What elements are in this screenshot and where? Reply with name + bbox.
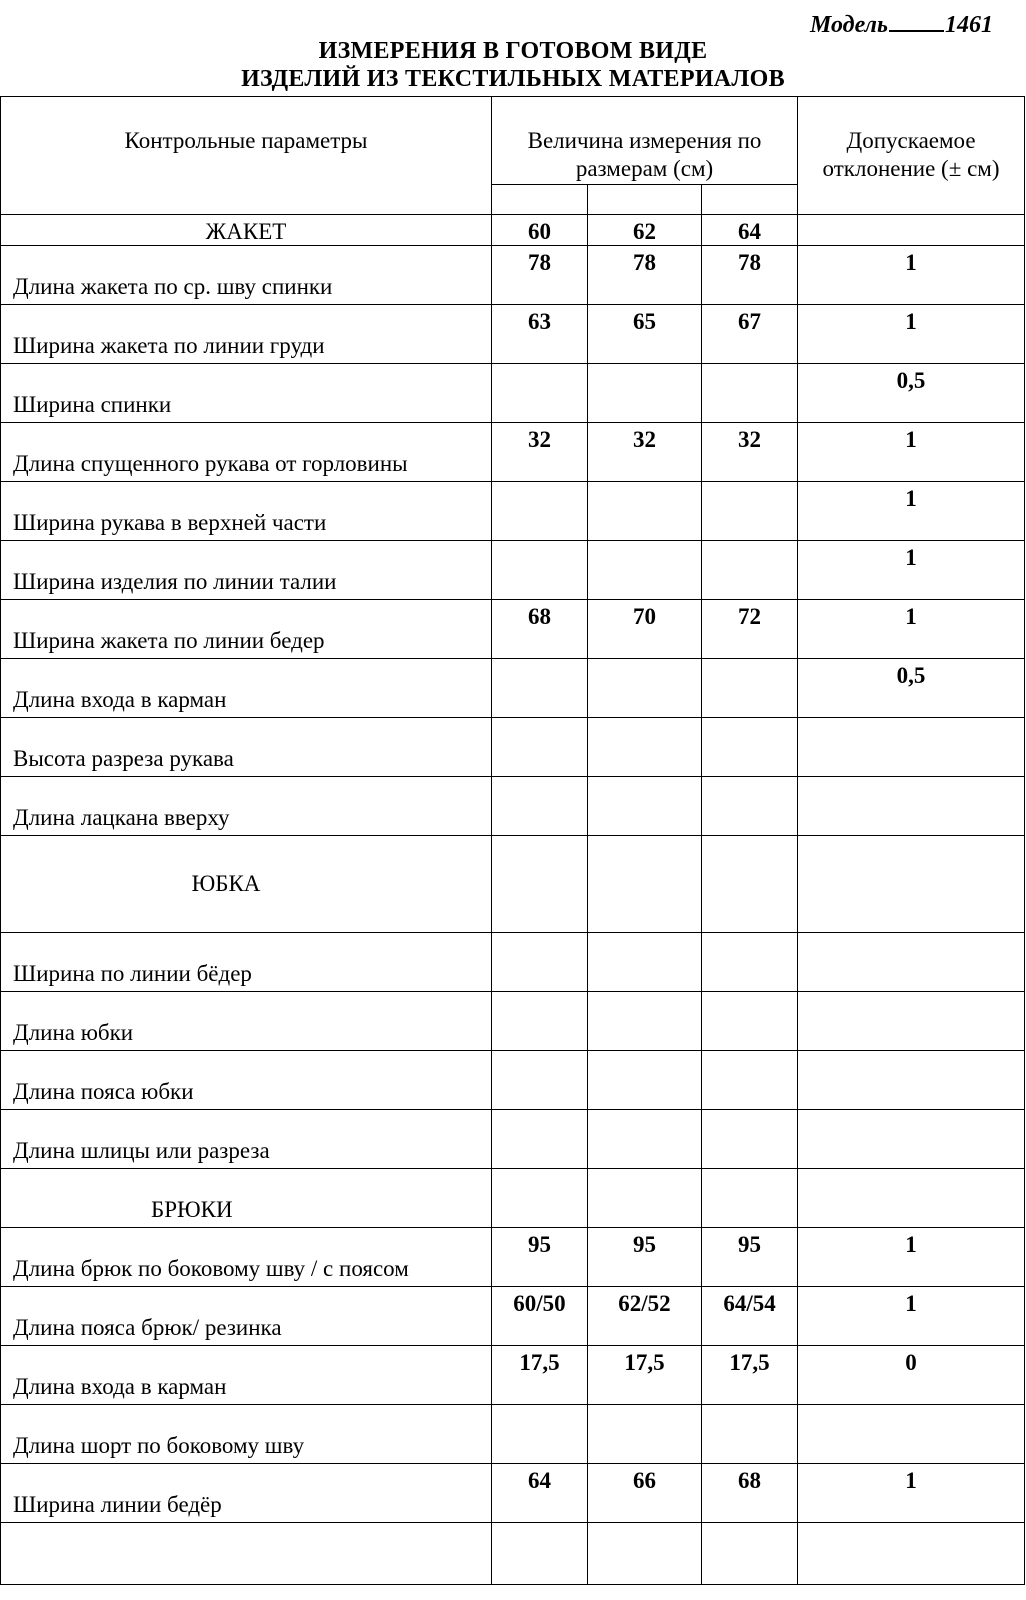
size-value <box>588 1405 702 1464</box>
tolerance-value: 1 <box>798 246 1025 305</box>
table-row <box>1 1405 1025 1464</box>
tolerance-value: 1 <box>798 600 1025 659</box>
empty-cell <box>492 1169 588 1228</box>
table-row <box>1 992 1025 1051</box>
size-value <box>702 482 798 541</box>
empty-cell <box>588 1169 702 1228</box>
size-value <box>588 1051 702 1110</box>
tolerance-value <box>798 992 1025 1051</box>
param-label: Длина лацкана вверху <box>1 777 492 836</box>
header-tolerance: Допускаемое отклонение (± см) <box>798 97 1025 215</box>
param-label: Длина шлицы или разреза <box>1 1110 492 1169</box>
tolerance-value <box>798 777 1025 836</box>
size-value <box>588 933 702 992</box>
measurements-table <box>0 96 1025 1585</box>
doc-title-line2: ИЗДЕЛИЙ ИЗ ТЕКСТИЛЬНЫХ МАТЕРИАЛОВ <box>241 66 785 92</box>
size-value <box>588 992 702 1051</box>
size-value: 17,5 <box>492 1346 588 1405</box>
tolerance-value: 1 <box>798 1287 1025 1346</box>
size-value: 78 <box>492 246 588 305</box>
table-row <box>1 1110 1025 1169</box>
param-label: Длина пояса юбки <box>1 1051 492 1110</box>
tolerance-value <box>798 933 1025 992</box>
param-label: Длина брюк по боковому шву / с поясом <box>1 1228 492 1287</box>
size-value <box>702 659 798 718</box>
empty-cell <box>588 836 702 933</box>
section-jacket-title: ЖАКЕТ <box>1 215 492 246</box>
size-value: 67 <box>702 305 798 364</box>
model-number <box>810 10 993 39</box>
size-value: 78 <box>588 246 702 305</box>
table-row <box>1 246 1025 305</box>
param-label: Ширина спинки <box>1 364 492 423</box>
size-value: 32 <box>702 423 798 482</box>
size-value <box>492 718 588 777</box>
param-label: Ширина жакета по линии груди <box>1 305 492 364</box>
header-sizes: Величина измерения по размерам (см) <box>492 97 798 185</box>
param-label: Ширина рукава в верхней части <box>1 482 492 541</box>
size-value <box>702 718 798 777</box>
tolerance-value: 0,5 <box>798 364 1025 423</box>
size-value: 32 <box>588 423 702 482</box>
table-row <box>1 1464 1025 1523</box>
tolerance-value <box>798 1523 1025 1585</box>
tolerance-value: 1 <box>798 305 1025 364</box>
param-label: Ширина жакета по линии бедер <box>1 600 492 659</box>
tolerance-value: 1 <box>798 423 1025 482</box>
size-value <box>588 482 702 541</box>
size-value: 72 <box>702 600 798 659</box>
table-row <box>1 718 1025 777</box>
header-size-cell <box>492 185 588 215</box>
size-value <box>702 777 798 836</box>
size-value <box>702 364 798 423</box>
size-62: 62 <box>588 215 702 246</box>
size-value <box>702 1051 798 1110</box>
size-value <box>492 1523 588 1585</box>
empty-cell <box>798 215 1025 246</box>
size-value: 78 <box>702 246 798 305</box>
size-value: 65 <box>588 305 702 364</box>
size-64: 64 <box>702 215 798 246</box>
table-row <box>1 1287 1025 1346</box>
empty-cell <box>702 1169 798 1228</box>
param-label: Высота разреза рукава <box>1 718 492 777</box>
size-value: 68 <box>702 1464 798 1523</box>
empty-cell <box>492 836 588 933</box>
size-value <box>588 1523 702 1585</box>
size-value <box>588 1110 702 1169</box>
size-value: 66 <box>588 1464 702 1523</box>
size-value <box>492 1405 588 1464</box>
size-value: 60/50 <box>492 1287 588 1346</box>
param-label: Ширина линии бедёр <box>1 1464 492 1523</box>
section-trousers-title: БРЮКИ <box>1 1169 492 1228</box>
size-value <box>492 777 588 836</box>
size-value: 70 <box>588 600 702 659</box>
size-value <box>702 1405 798 1464</box>
size-value <box>702 933 798 992</box>
size-value: 64/54 <box>702 1287 798 1346</box>
model-label: Модель <box>810 12 888 38</box>
table-row <box>1 364 1025 423</box>
tolerance-value: 0,5 <box>798 659 1025 718</box>
size-value <box>588 364 702 423</box>
table-row <box>1 541 1025 600</box>
size-value <box>702 992 798 1051</box>
table-row <box>1 1346 1025 1405</box>
tolerance-value: 1 <box>798 482 1025 541</box>
size-value <box>492 1051 588 1110</box>
param-label: Длина пояса брюк/ резинка <box>1 1287 492 1346</box>
size-value: 62/52 <box>588 1287 702 1346</box>
table-row <box>1 305 1025 364</box>
param-label: Длина входа в карман <box>1 1346 492 1405</box>
tolerance-value: 1 <box>798 1464 1025 1523</box>
param-label: Ширина по линии бёдер <box>1 933 492 992</box>
param-label: Длина шорт по боковому шву <box>1 1405 492 1464</box>
table-row <box>1 777 1025 836</box>
model-underline <box>889 10 944 32</box>
param-label: Длина юбки <box>1 992 492 1051</box>
tolerance-value <box>798 1405 1025 1464</box>
size-value: 95 <box>702 1228 798 1287</box>
tolerance-value: 0 <box>798 1346 1025 1405</box>
tolerance-value <box>798 1110 1025 1169</box>
doc-title-line1: ИЗМЕРЕНИЯ В ГОТОВОМ ВИДЕ <box>318 38 708 64</box>
header-size-cell <box>588 185 702 215</box>
size-value <box>702 1110 798 1169</box>
tolerance-value: 1 <box>798 541 1025 600</box>
size-value: 95 <box>588 1228 702 1287</box>
size-value <box>492 541 588 600</box>
tolerance-value <box>798 718 1025 777</box>
size-value <box>492 1110 588 1169</box>
size-value: 17,5 <box>588 1346 702 1405</box>
size-value <box>492 992 588 1051</box>
size-value: 63 <box>492 305 588 364</box>
size-value <box>702 1523 798 1585</box>
size-value: 95 <box>492 1228 588 1287</box>
table-row <box>1 600 1025 659</box>
size-value: 32 <box>492 423 588 482</box>
size-value: 68 <box>492 600 588 659</box>
header-params: Контрольные параметры <box>1 97 492 215</box>
param-label: Ширина изделия по линии талии <box>1 541 492 600</box>
size-value <box>588 718 702 777</box>
size-value: 64 <box>492 1464 588 1523</box>
param-label <box>1 1523 492 1585</box>
size-value <box>702 541 798 600</box>
empty-cell <box>702 836 798 933</box>
table-row <box>1 1051 1025 1110</box>
table-row <box>1 933 1025 992</box>
tolerance-value: 1 <box>798 1228 1025 1287</box>
param-label: Длина спущенного рукава от горловины <box>1 423 492 482</box>
size-value <box>588 659 702 718</box>
size-value <box>492 933 588 992</box>
param-label: Длина жакета по ср. шву спинки <box>1 246 492 305</box>
header-size-cell <box>702 185 798 215</box>
empty-cell <box>798 836 1025 933</box>
table-row <box>1 1523 1025 1585</box>
tolerance-value <box>798 1051 1025 1110</box>
table-row <box>1 659 1025 718</box>
size-value: 17,5 <box>702 1346 798 1405</box>
size-value <box>492 364 588 423</box>
empty-cell <box>798 1169 1025 1228</box>
size-value <box>492 659 588 718</box>
size-value <box>492 482 588 541</box>
model-value: 1461 <box>944 12 993 38</box>
table-row <box>1 482 1025 541</box>
section-skirt-title: ЮБКА <box>1 836 492 933</box>
table-row <box>1 423 1025 482</box>
size-value <box>588 777 702 836</box>
size-value <box>588 541 702 600</box>
table-row <box>1 1228 1025 1287</box>
size-60: 60 <box>492 215 588 246</box>
param-label: Длина входа в карман <box>1 659 492 718</box>
